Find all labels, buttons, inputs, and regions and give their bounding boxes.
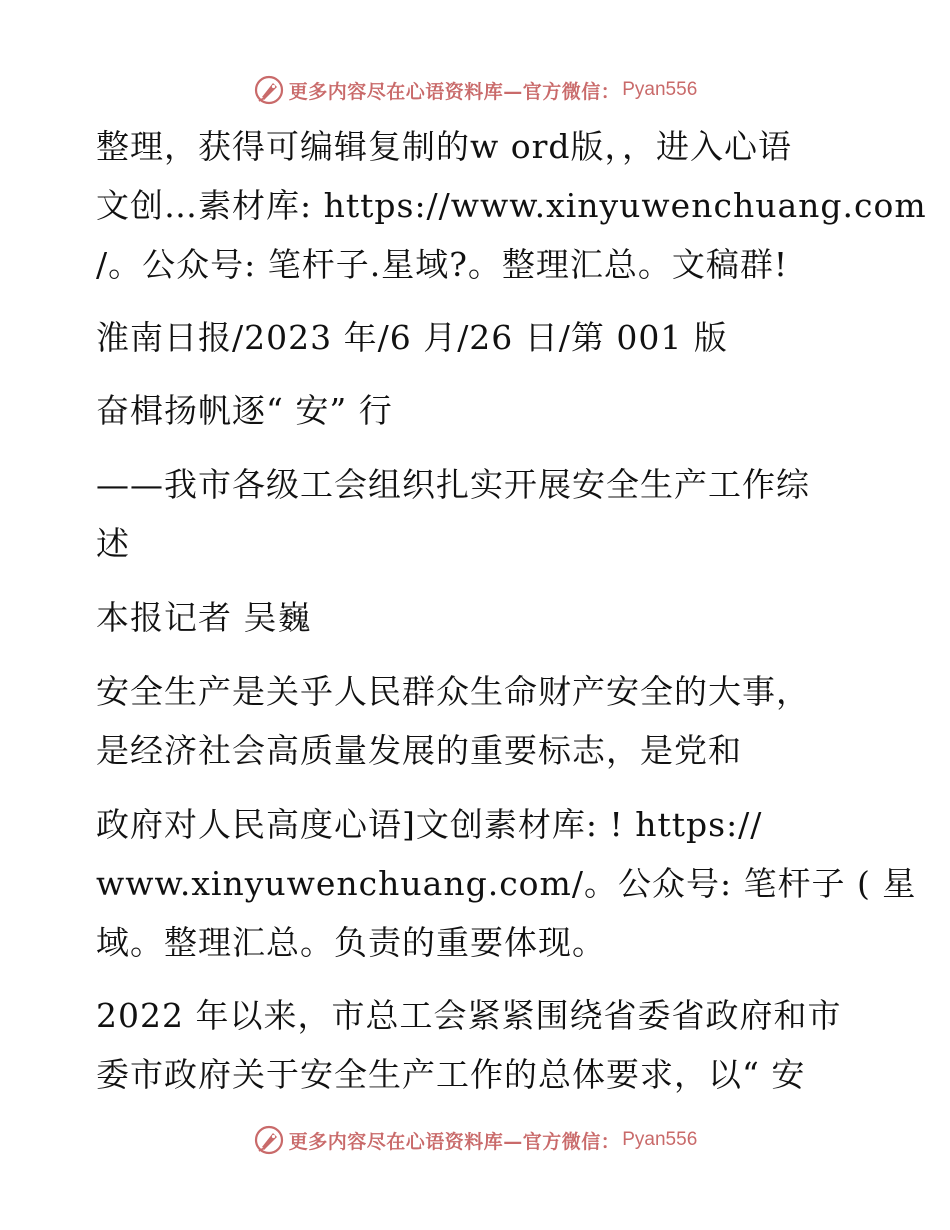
text-line: 域。整理汇总。负责的重要体现。	[96, 923, 606, 962]
text-line: 委市政府关于安全生产工作的总体要求，以“ 安	[96, 1055, 806, 1094]
article-headline: 奋楫扬帆逐“ 安” 行	[96, 391, 393, 430]
text-line: 是经济社会高质量发展的重要标志，是党和	[96, 731, 742, 770]
text-line: 文创…素材库: https://www.xinyuwenchuang.com	[96, 186, 927, 225]
text-line: /。公众号: 笔杆子.星域?。整理汇总。文稿群!	[96, 245, 789, 284]
article-subheadline-cont: 述	[96, 524, 130, 563]
text-line: 安全生产是关乎人民群众生命财产安全的大事，	[96, 672, 810, 711]
text-line: 2022 年以来，市总工会紧紧围绕省委省政府和市	[96, 996, 842, 1035]
watermark-text: 更多内容尽在心语资料库—官方微信：	[288, 1130, 621, 1153]
watermark-wechat-id: Pyan556	[622, 1129, 698, 1150]
text-line: 政府对人民高度心语]文创素材库: ! https://	[96, 805, 763, 844]
dateline: 淮南日报/2023 年/6 月/26 日/第 001 版	[96, 318, 728, 357]
article-subheadline: ——我市各级工会组织扎实开展安全生产工作综	[96, 465, 810, 504]
header-watermark	[0, 70, 950, 110]
text-line: 整理，获得可编辑复制的w ord版，，进入心语	[96, 127, 793, 166]
watermark-text: 更多内容尽在心语资料库—官方微信：	[288, 80, 621, 103]
pen-nib-circle-icon	[253, 74, 285, 106]
pen-nib-circle-icon	[253, 1124, 285, 1156]
text-line: www.xinyuwenchuang.com/。公众号: 笔杆子 ( 星	[96, 864, 917, 903]
byline: 本报记者 吴巍	[96, 598, 312, 637]
watermark-wechat-id: Pyan556	[622, 79, 698, 100]
footer-watermark	[0, 1120, 950, 1160]
